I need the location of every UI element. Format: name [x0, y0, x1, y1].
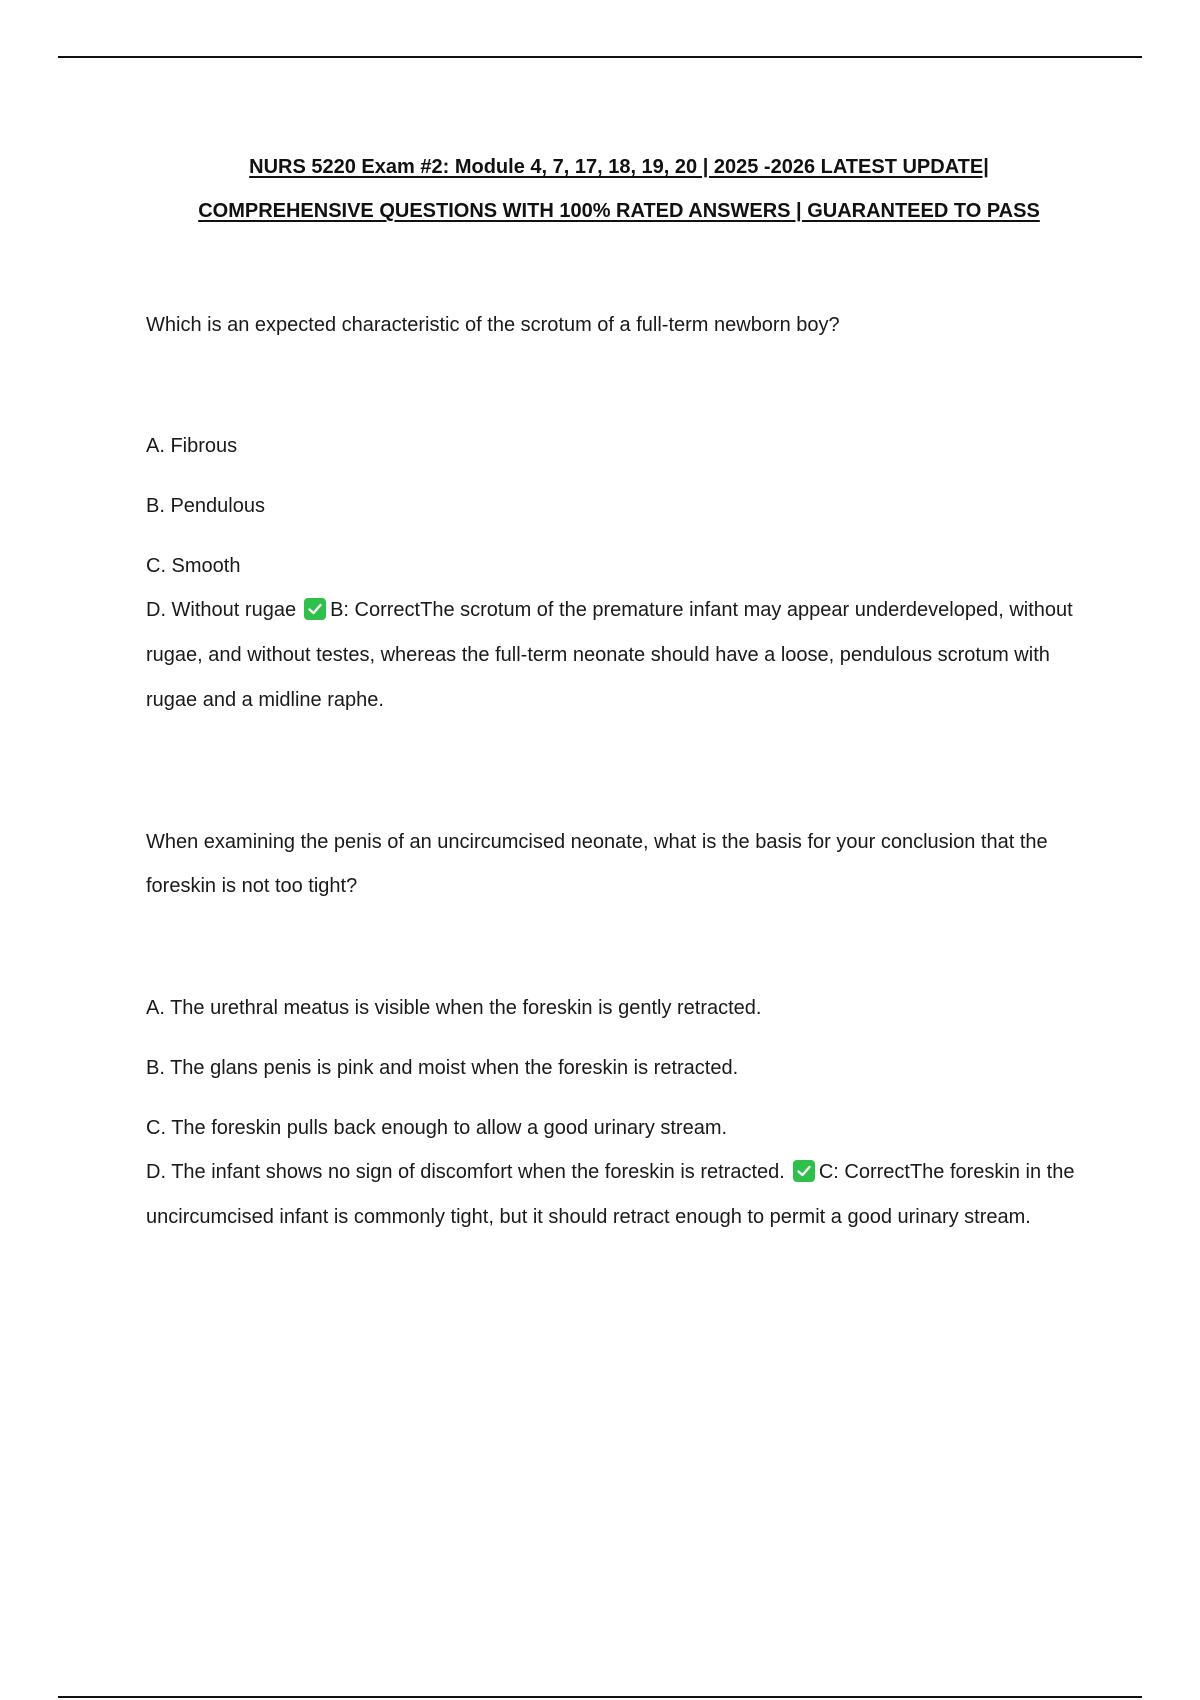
- option-d: D. The infant shows no sign of discomfort when the foreskin is retracted.: [146, 1161, 785, 1183]
- check-mark-icon: [793, 1160, 815, 1182]
- option-a: A. The urethral meatus is visible when the foreskin is gently retracted.: [146, 997, 762, 1019]
- question-stem: When examining the penis of an uncircumcised neonate, what is the basis for your conclusion that the foreskin is not too tight?: [146, 831, 1048, 897]
- check-mark-icon: [304, 598, 326, 620]
- document-title: [58, 145, 1180, 233]
- answer-rationale: C: CorrectThe foreskin in the uncircumcised infant is commonly tight, but it should retract enough to permit a good urinary stream.: [146, 1161, 1075, 1228]
- question-block-2: [146, 820, 1086, 908]
- option-b: B. Pendulous: [146, 495, 265, 517]
- bottom-rule: [58, 1696, 1142, 1698]
- option-d: D. Without rugae: [146, 599, 297, 621]
- option-a: A. Fibrous: [146, 435, 238, 457]
- title-line-2: COMPREHENSIVE QUESTIONS WITH 100% RATED ANSWERS | GUARANTEED TO PASS: [198, 200, 1040, 222]
- option-b: B. The glans penis is pink and moist when the foreskin is retracted.: [146, 1057, 739, 1079]
- option-d-with-answer: [146, 1150, 1086, 1240]
- title-line-1: NURS 5220 Exam #2: Module 4, 7, 17, 18, 19, 20 | 2025 -2026 LATEST UPDATE|: [249, 156, 989, 178]
- question-options-2: [146, 986, 1086, 1240]
- question-block-1: [146, 303, 1086, 347]
- answer-rationale: B: CorrectThe scrotum of the premature infant may appear underdeveloped, without rugae, and without testes, whereas the full-term neonate should have a loose, pendulous scrotum with rugae and a midline raphe.: [146, 599, 1073, 711]
- question-stem: Which is an expected characteristic of the scrotum of a full-term newborn boy?: [146, 314, 840, 336]
- question-options-1: [146, 424, 1086, 723]
- option-d-with-answer: [146, 588, 1086, 723]
- option-c: C. The foreskin pulls back enough to allow a good urinary stream.: [146, 1117, 728, 1139]
- top-rule: [58, 56, 1142, 58]
- option-c: C. Smooth: [146, 555, 241, 577]
